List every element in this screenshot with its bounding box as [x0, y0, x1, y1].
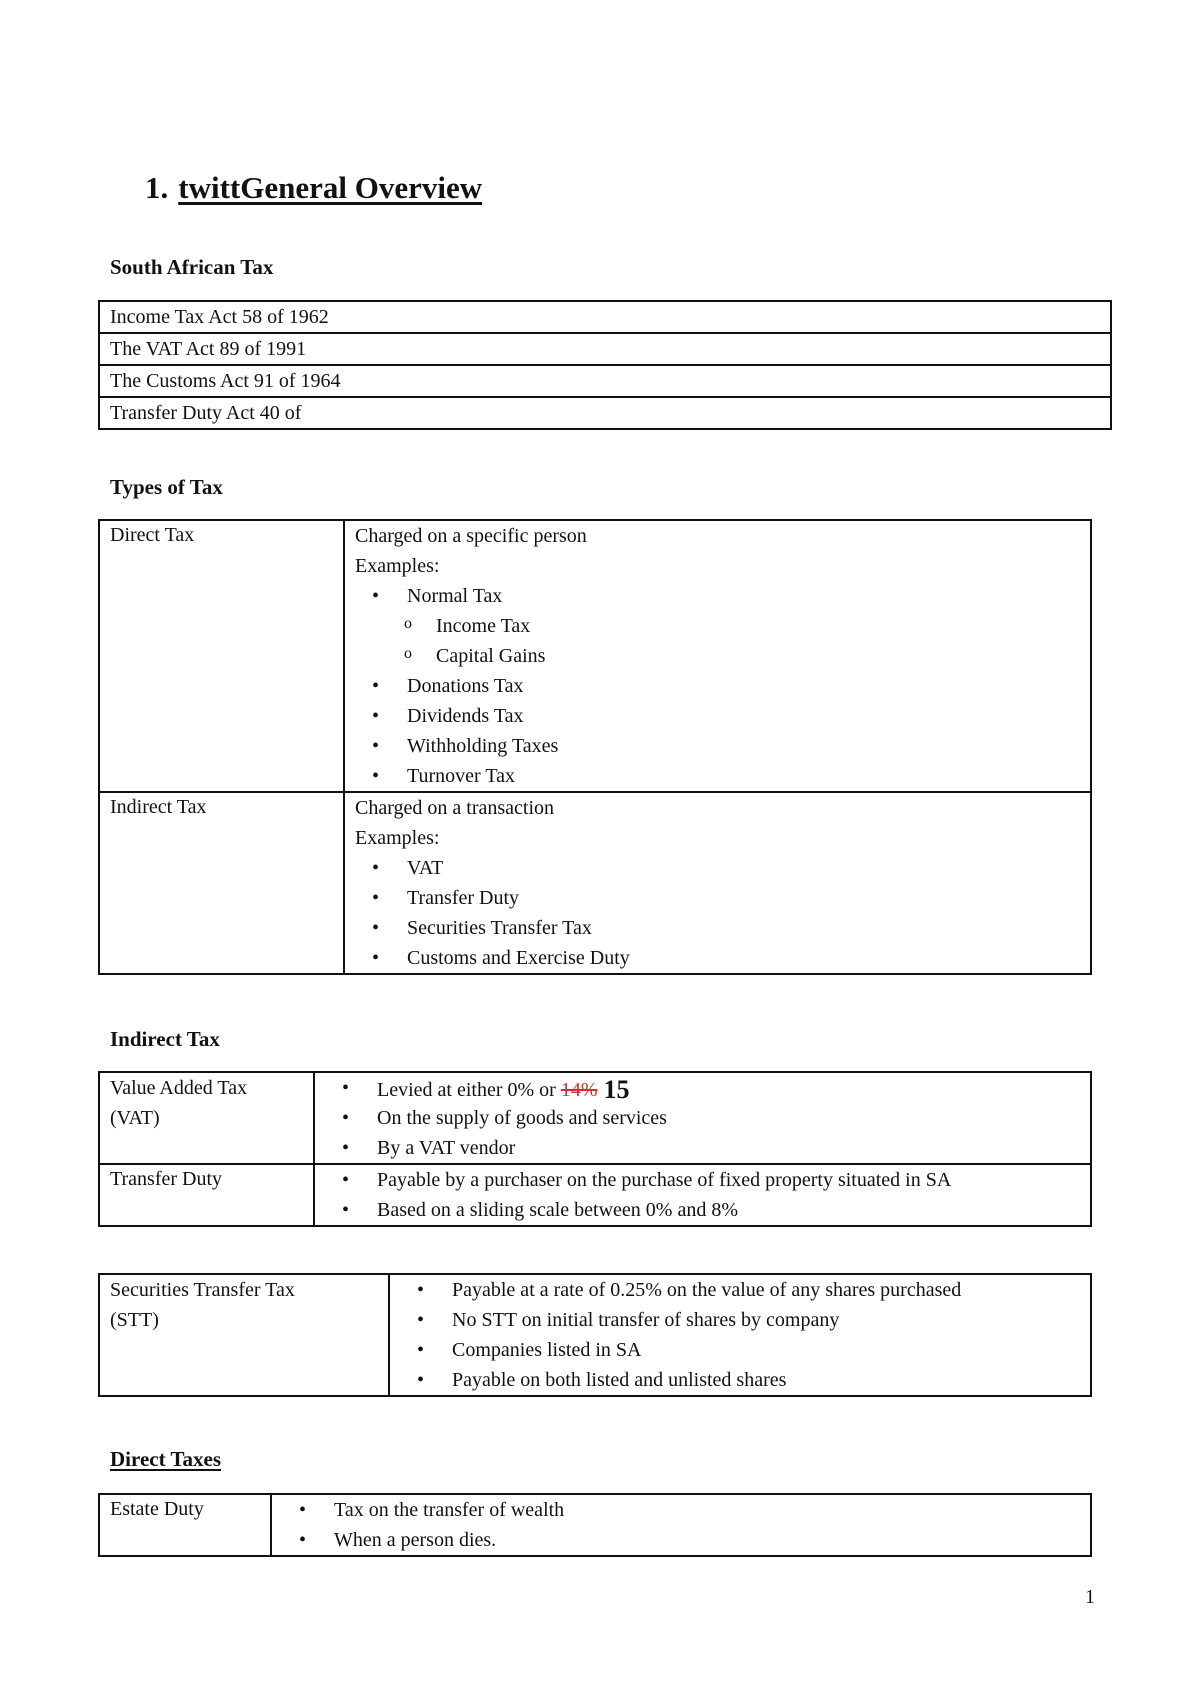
- table-row: [99, 520, 1091, 792]
- list-item: • Payable at a rate of 0.25% on the value of any shares purchased: [400, 1275, 1090, 1305]
- corrected-rate: 15: [603, 1075, 630, 1104]
- table-row: [99, 1072, 1091, 1164]
- list-item: • Normal Tax: [355, 581, 1090, 611]
- indirect-tax-label: Indirect Tax: [99, 792, 344, 974]
- act-cell: The Customs Act 91 of 1964: [99, 365, 1111, 397]
- direct-tax-details: [344, 520, 1091, 792]
- transfer-duty-list: [325, 1165, 1090, 1225]
- estate-duty-details: [271, 1494, 1091, 1556]
- stt-label-line: Securities Transfer Tax: [110, 1279, 295, 1301]
- list-item: • By a VAT vendor: [325, 1133, 1090, 1163]
- table-row: [99, 397, 1111, 429]
- list-item: • No STT on initial transfer of shares by company: [400, 1305, 1090, 1335]
- table-row: [99, 301, 1111, 333]
- direct-tax-desc: Charged on a specific person: [355, 525, 587, 547]
- south-african-tax-heading: South African Tax: [110, 255, 274, 279]
- direct-tax-examples: [355, 581, 1090, 791]
- transfer-duty-label: Transfer Duty: [99, 1164, 314, 1226]
- list-item: • Tax on the transfer of wealth: [282, 1495, 1090, 1525]
- list-item: • When a person dies.: [282, 1525, 1090, 1555]
- struck-rate: 14%: [560, 1079, 598, 1101]
- list-item: • Based on a sliding scale between 0% and 8%: [325, 1195, 1090, 1225]
- list-item: • Transfer Duty: [355, 883, 1090, 913]
- list-item: • Turnover Tax: [355, 761, 1090, 791]
- stt-label-line: (STT): [110, 1309, 159, 1331]
- heading-number: 1.: [145, 170, 169, 205]
- vat-label-line: (VAT): [110, 1107, 160, 1129]
- list-item: • Dividends Tax: [355, 701, 1090, 731]
- page-title: [145, 170, 482, 206]
- table-row: [99, 792, 1091, 974]
- list-item: • Customs and Exercise Duty: [355, 943, 1090, 973]
- indirect-tax-table: [98, 1071, 1092, 1227]
- list-item: • Donations Tax: [355, 671, 1090, 701]
- stt-label: [99, 1274, 389, 1396]
- direct-taxes-heading: Direct Taxes: [110, 1447, 222, 1471]
- heading-title: twittGeneral Overview: [178, 170, 483, 205]
- indirect-tax-desc: Charged on a transaction: [355, 797, 555, 819]
- acts-table: [98, 300, 1112, 430]
- vat-label-line: Value Added Tax: [110, 1077, 248, 1099]
- act-cell: Transfer Duty Act 40 of: [99, 397, 1111, 429]
- table-row: [99, 365, 1111, 397]
- list-item: • Companies listed in SA: [400, 1335, 1090, 1365]
- indirect-tax-heading: Indirect Tax: [110, 1027, 220, 1051]
- types-of-tax-heading: Types of Tax: [110, 475, 223, 499]
- direct-tax-label: Direct Tax: [99, 520, 344, 792]
- examples-label: Examples:: [355, 555, 440, 577]
- list-item: • Withholding Taxes: [355, 731, 1090, 761]
- table-row: [99, 1164, 1091, 1226]
- estate-duty-list: [282, 1495, 1090, 1555]
- table-row: [99, 1274, 1091, 1396]
- stt-list: [400, 1275, 1090, 1395]
- vat-list: [325, 1073, 1090, 1163]
- list-item: • On the supply of goods and services: [325, 1103, 1090, 1133]
- list-item: • Securities Transfer Tax: [355, 913, 1090, 943]
- direct-taxes-table: [98, 1493, 1092, 1557]
- vat-details: [314, 1072, 1091, 1164]
- stt-details: [389, 1274, 1091, 1396]
- vat-rate-text: Levied at either 0% or: [377, 1079, 556, 1101]
- act-cell: The VAT Act 89 of 1991: [99, 333, 1111, 365]
- list-item: o Capital Gains: [355, 641, 1090, 671]
- list-item: • VAT: [355, 853, 1090, 883]
- transfer-duty-details: [314, 1164, 1091, 1226]
- indirect-tax-examples: [355, 853, 1090, 973]
- table-row: [99, 1494, 1091, 1556]
- list-item: • Payable on both listed and unlisted shares: [400, 1365, 1090, 1395]
- examples-label: Examples:: [355, 827, 440, 849]
- list-item: o Income Tax: [355, 611, 1090, 641]
- types-of-tax-table: [98, 519, 1092, 975]
- indirect-tax-details: [344, 792, 1091, 974]
- page-number: 1: [1085, 1586, 1095, 1608]
- act-cell: Income Tax Act 58 of 1962: [99, 301, 1111, 333]
- list-item: • Payable by a purchaser on the purchase of fixed property situated in SA: [325, 1165, 1090, 1195]
- table-row: [99, 333, 1111, 365]
- stt-table: [98, 1273, 1092, 1397]
- list-item: [325, 1073, 1090, 1103]
- estate-duty-label: Estate Duty: [99, 1494, 271, 1556]
- vat-label: [99, 1072, 314, 1164]
